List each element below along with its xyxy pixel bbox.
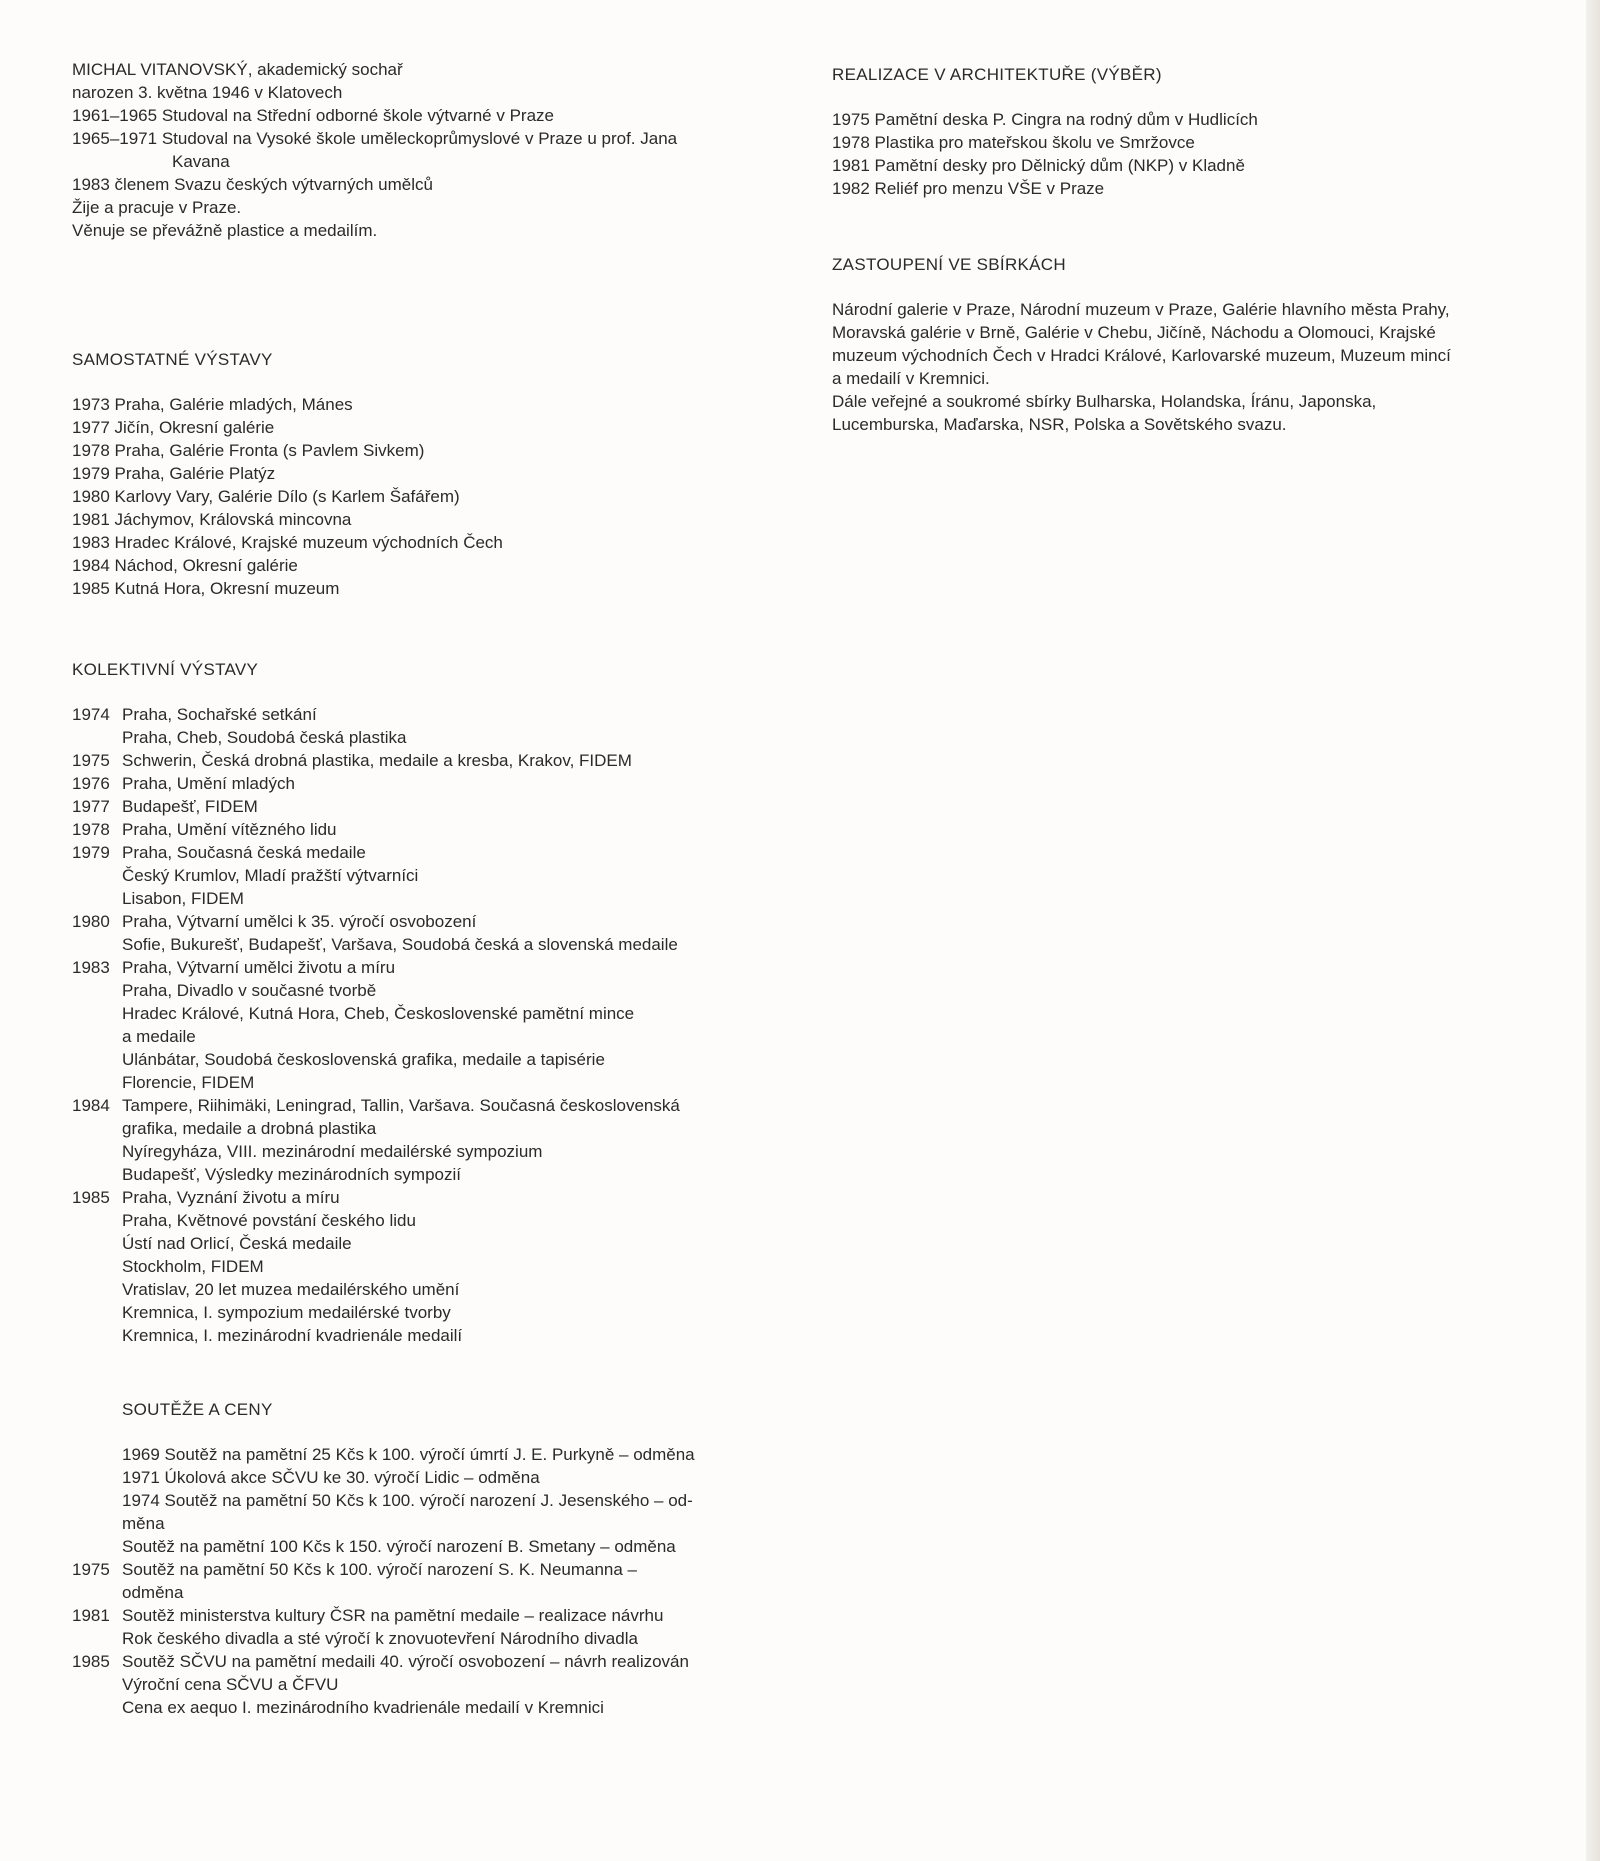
- list-item: 1981 Pamětní desky pro Dělnický dům (NKP) v Kladně: [832, 156, 1245, 175]
- list-item: 1978 Plastika pro mateřskou školu ve Smržovce: [832, 133, 1195, 152]
- entry-text: Budapešť, Výsledky mezinárodních sympozií: [122, 1165, 461, 1184]
- entry-text: Praha, Divadlo v současné tvorbě: [122, 981, 377, 1000]
- entry-text: Tampere, Riihimäki, Leningrad, Tallin, Varšava. Současná československá: [122, 1096, 680, 1115]
- bio-line: narozen 3. května 1946 v Klatovech: [72, 83, 343, 102]
- paragraph-line: muzeum východních Čech v Hradci Králové, Karlovarské muzeum, Muzeum mincí: [832, 346, 1451, 365]
- table-row: [72, 1558, 772, 1581]
- table-row: [72, 1650, 772, 1673]
- table-row: [72, 818, 772, 841]
- entry-year: 1984: [72, 1096, 110, 1115]
- table-row: [72, 910, 772, 933]
- table-row: [72, 1535, 772, 1558]
- table-row: [72, 703, 772, 726]
- entry-text: Hradec Králové, Kutná Hora, Cheb, Československé pamětní mince: [122, 1004, 635, 1023]
- entry-year: [72, 1443, 122, 1466]
- entry-year: [72, 1140, 122, 1163]
- table-row: [72, 795, 772, 818]
- collections-text: [832, 298, 1532, 436]
- entry-year: [72, 1117, 122, 1140]
- section-heading: REALIZACE V ARCHITEKTUŘE (VÝBĚR): [832, 65, 1162, 84]
- entry-text: Soutěž ministerstva kultury ČSR na pamětní medaile – realizace návrhu: [122, 1606, 664, 1625]
- entry-year: 1981: [72, 1606, 110, 1625]
- entry-year: 1978: [72, 820, 110, 839]
- table-row: [72, 772, 772, 795]
- section-heading: KOLEKTIVNÍ VÝSTAVY: [72, 660, 259, 679]
- entry-year: [72, 887, 122, 910]
- entry-year: 1985: [72, 1188, 110, 1207]
- bio-line: 1965–1971 Studoval na Vysoké škole uměleckoprůmyslové v Praze u prof. Jana: [72, 129, 678, 148]
- entry-year: 1979: [72, 843, 110, 862]
- table-row: [72, 1255, 772, 1278]
- table-row: [72, 1627, 772, 1650]
- entry-text: Kremnica, I. sympozium medailérské tvorby: [122, 1303, 451, 1322]
- entry-text: Cena ex aequo I. mezinárodního kvadrienále medailí v Kremnici: [122, 1698, 604, 1717]
- list-item: 1979 Praha, Galérie Platýz: [72, 464, 276, 483]
- architecture-list: [832, 108, 1532, 200]
- entry-text: a medaile: [122, 1027, 196, 1046]
- bio-line: Věnuje se převážně plastice a medailím.: [72, 221, 378, 240]
- entry-text: grafika, medaile a drobná plastika: [122, 1119, 377, 1138]
- list-item: 1980 Karlovy Vary, Galérie Dílo (s Karlem Šafářem): [72, 487, 460, 506]
- entry-year: 1974: [72, 705, 110, 724]
- list-item: 1977 Jičín, Okresní galérie: [72, 418, 275, 437]
- section-heading: ZASTOUPENÍ VE SBÍRKÁCH: [832, 255, 1066, 274]
- list-item: 1983 Hradec Králové, Krajské muzeum východních Čech: [72, 533, 503, 552]
- entry-year: [72, 1163, 122, 1186]
- table-row: [72, 864, 772, 887]
- entry-year: [72, 1466, 122, 1489]
- bio-line: 1961–1965 Studoval na Střední odborné škole výtvarné v Praze: [72, 106, 554, 125]
- paragraph-line: Lucemburska, Maďarska, NSR, Polska a Sovětského svazu.: [832, 415, 1287, 434]
- table-row: [72, 1002, 772, 1025]
- entry-text: Ústí nad Orlicí, Česká medaile: [122, 1234, 352, 1253]
- bio-line: Kavana: [172, 152, 230, 171]
- bio-line: MICHAL VITANOVSKÝ, akademický sochař: [72, 60, 403, 79]
- table-row: [72, 1324, 772, 1347]
- entry-text: Rok českého divadla a sté výročí k znovuotevření Národního divadla: [122, 1629, 638, 1648]
- competitions-section: [72, 1398, 772, 1719]
- entry-year: [72, 1627, 122, 1650]
- entry-text: Praha, Umění vítězného lidu: [122, 820, 337, 839]
- entry-year: 1980: [72, 912, 110, 931]
- entry-year: [72, 1581, 122, 1604]
- competitions-list: [72, 1443, 772, 1719]
- table-row: [72, 1696, 772, 1719]
- entry-year: [72, 979, 122, 1002]
- table-row: [72, 933, 772, 956]
- entry-text: 1969 Soutěž na pamětní 25 Kčs k 100. výročí úmrtí J. E. Purkyně – odměna: [122, 1445, 695, 1464]
- entry-year: 1983: [72, 958, 110, 977]
- table-row: [72, 749, 772, 772]
- paragraph-line: Dále veřejné a soukromé sbírky Bulharska, Holandska, Íránu, Japonska,: [832, 392, 1377, 411]
- section-heading: SOUTĚŽE A CENY: [122, 1400, 273, 1419]
- paragraph-line: Národní galerie v Praze, Národní muzeum v Praze, Galérie hlavního města Prahy,: [832, 300, 1450, 319]
- entry-text: Praha, Květnové povstání českého lidu: [122, 1211, 416, 1230]
- list-item: 1985 Kutná Hora, Okresní muzeum: [72, 579, 340, 598]
- entry-text: Soutěž na pamětní 50 Kčs k 100. výročí narození S. K. Neumanna –: [122, 1560, 638, 1579]
- table-row: [72, 1094, 772, 1117]
- list-item: 1973 Praha, Galérie mladých, Mánes: [72, 395, 353, 414]
- list-item: 1981 Jáchymov, Královská mincovna: [72, 510, 352, 529]
- entry-text: Nyíregyháza, VIII. mezinárodní medailérské sympozium: [122, 1142, 543, 1161]
- entry-year: [72, 1255, 122, 1278]
- entry-year: [72, 1048, 122, 1071]
- entry-text: Český Krumlov, Mladí pražští výtvarníci: [122, 866, 419, 885]
- table-row: [72, 1466, 772, 1489]
- table-row: [72, 887, 772, 910]
- table-row: [72, 1232, 772, 1255]
- table-row: [72, 1301, 772, 1324]
- table-row: [72, 841, 772, 864]
- entry-text: Ulánbátar, Soudobá československá grafika, medaile a tapisérie: [122, 1050, 605, 1069]
- entry-year: [72, 726, 122, 749]
- group-exhibitions-list: [72, 703, 772, 1347]
- table-row: [72, 1512, 772, 1535]
- entry-text: Praha, Výtvarní umělci životu a míru: [122, 958, 396, 977]
- entry-text: Praha, Současná česká medaile: [122, 843, 366, 862]
- entry-text: odměna: [122, 1583, 184, 1602]
- list-item: 1984 Náchod, Okresní galérie: [72, 556, 298, 575]
- entry-text: Praha, Sochařské setkání: [122, 705, 317, 724]
- entry-text: měna: [122, 1514, 165, 1533]
- table-row: [72, 1673, 772, 1696]
- collections-section: [832, 253, 1532, 436]
- entry-text: Výroční cena SČVU a ČFVU: [122, 1675, 339, 1694]
- entry-year: [72, 1512, 122, 1535]
- entry-text: Praha, Výtvarní umělci k 35. výročí osvobození: [122, 912, 477, 931]
- entry-text: Sofie, Bukurešť, Budapešť, Varšava, Soudobá česká a slovenská medaile: [122, 935, 678, 954]
- paragraph-line: a medailí v Kremnici.: [832, 369, 990, 388]
- list-item: 1975 Pamětní deska P. Cingra na rodný dům v Hudlicích: [832, 110, 1258, 129]
- entry-text: Lisabon, FIDEM: [122, 889, 244, 908]
- bio-line: 1983 členem Svazu českých výtvarných umělců: [72, 175, 433, 194]
- entry-text: Stockholm, FIDEM: [122, 1257, 264, 1276]
- table-row: [72, 1278, 772, 1301]
- entry-text: Praha, Vyznání životu a míru: [122, 1188, 340, 1207]
- entry-text: Soutěž na pamětní 100 Kčs k 150. výročí narození B. Smetany – odměna: [122, 1537, 676, 1556]
- entry-year: [72, 933, 122, 956]
- entry-year: [72, 1002, 122, 1025]
- solo-exhibitions-section: [72, 348, 772, 600]
- entry-year: [72, 1324, 122, 1347]
- entry-year: [72, 1232, 122, 1255]
- table-row: [72, 1071, 772, 1094]
- entry-year: [72, 1301, 122, 1324]
- table-row: [72, 1209, 772, 1232]
- table-row: [72, 1186, 772, 1209]
- solo-exhibitions-list: [72, 393, 772, 600]
- entry-text: 1974 Soutěž na pamětní 50 Kčs k 100. výročí narození J. Jesenského – od-: [122, 1491, 693, 1510]
- table-row: [72, 1140, 772, 1163]
- table-row: [72, 1163, 772, 1186]
- table-row: [72, 1581, 772, 1604]
- table-row: [72, 1443, 772, 1466]
- entry-year: [72, 1696, 122, 1719]
- bio-line: Žije a pracuje v Praze.: [72, 198, 242, 217]
- table-row: [72, 979, 772, 1002]
- entry-text: Praha, Cheb, Soudobá česká plastika: [122, 728, 407, 747]
- entry-year: [72, 864, 122, 887]
- table-row: [72, 1025, 772, 1048]
- entry-text: Kremnica, I. mezinárodní kvadrienále medailí: [122, 1326, 463, 1345]
- entry-year: 1977: [72, 797, 110, 816]
- list-item: 1978 Praha, Galérie Fronta (s Pavlem Sivkem): [72, 441, 425, 460]
- group-exhibitions-section: [72, 658, 772, 1347]
- entry-year: 1985: [72, 1652, 110, 1671]
- table-row: [72, 956, 772, 979]
- entry-year: 1976: [72, 774, 110, 793]
- entry-text: Schwerin, Česká drobná plastika, medaile a kresba, Krakov, FIDEM: [122, 751, 632, 770]
- entry-text: Praha, Umění mladých: [122, 774, 295, 793]
- page-edge: [1586, 0, 1600, 1861]
- entry-text: Florencie, FIDEM: [122, 1073, 255, 1092]
- entry-year: [72, 1209, 122, 1232]
- architecture-section: [832, 63, 1532, 200]
- entry-text: Soutěž SČVU na pamětní medaili 40. výročí osvobození – návrh realizován: [122, 1652, 689, 1671]
- section-heading: SAMOSTATNÉ VÝSTAVY: [72, 350, 273, 369]
- table-row: [72, 1604, 772, 1627]
- entry-year: 1975: [72, 751, 110, 770]
- entry-year: [72, 1278, 122, 1301]
- biography-block: [72, 58, 772, 242]
- entry-year: [72, 1535, 122, 1558]
- entry-year: [72, 1489, 122, 1512]
- entry-year: [72, 1071, 122, 1094]
- entry-text: 1971 Úkolová akce SČVU ke 30. výročí Lidic – odměna: [122, 1468, 540, 1487]
- entry-text: Vratislav, 20 let muzea medailérského umění: [122, 1280, 460, 1299]
- table-row: [72, 1489, 772, 1512]
- entry-year: [72, 1673, 122, 1696]
- paragraph-line: Moravská galérie v Brně, Galérie v Chebu, Jičíně, Náchodu a Olomouci, Krajské: [832, 323, 1436, 342]
- list-item: 1982 Reliéf pro menzu VŠE v Praze: [832, 179, 1105, 198]
- entry-year: [72, 1025, 122, 1048]
- table-row: [72, 1117, 772, 1140]
- table-row: [72, 1048, 772, 1071]
- table-row: [72, 726, 772, 749]
- entry-text: Budapešť, FIDEM: [122, 797, 258, 816]
- entry-year: 1975: [72, 1560, 110, 1579]
